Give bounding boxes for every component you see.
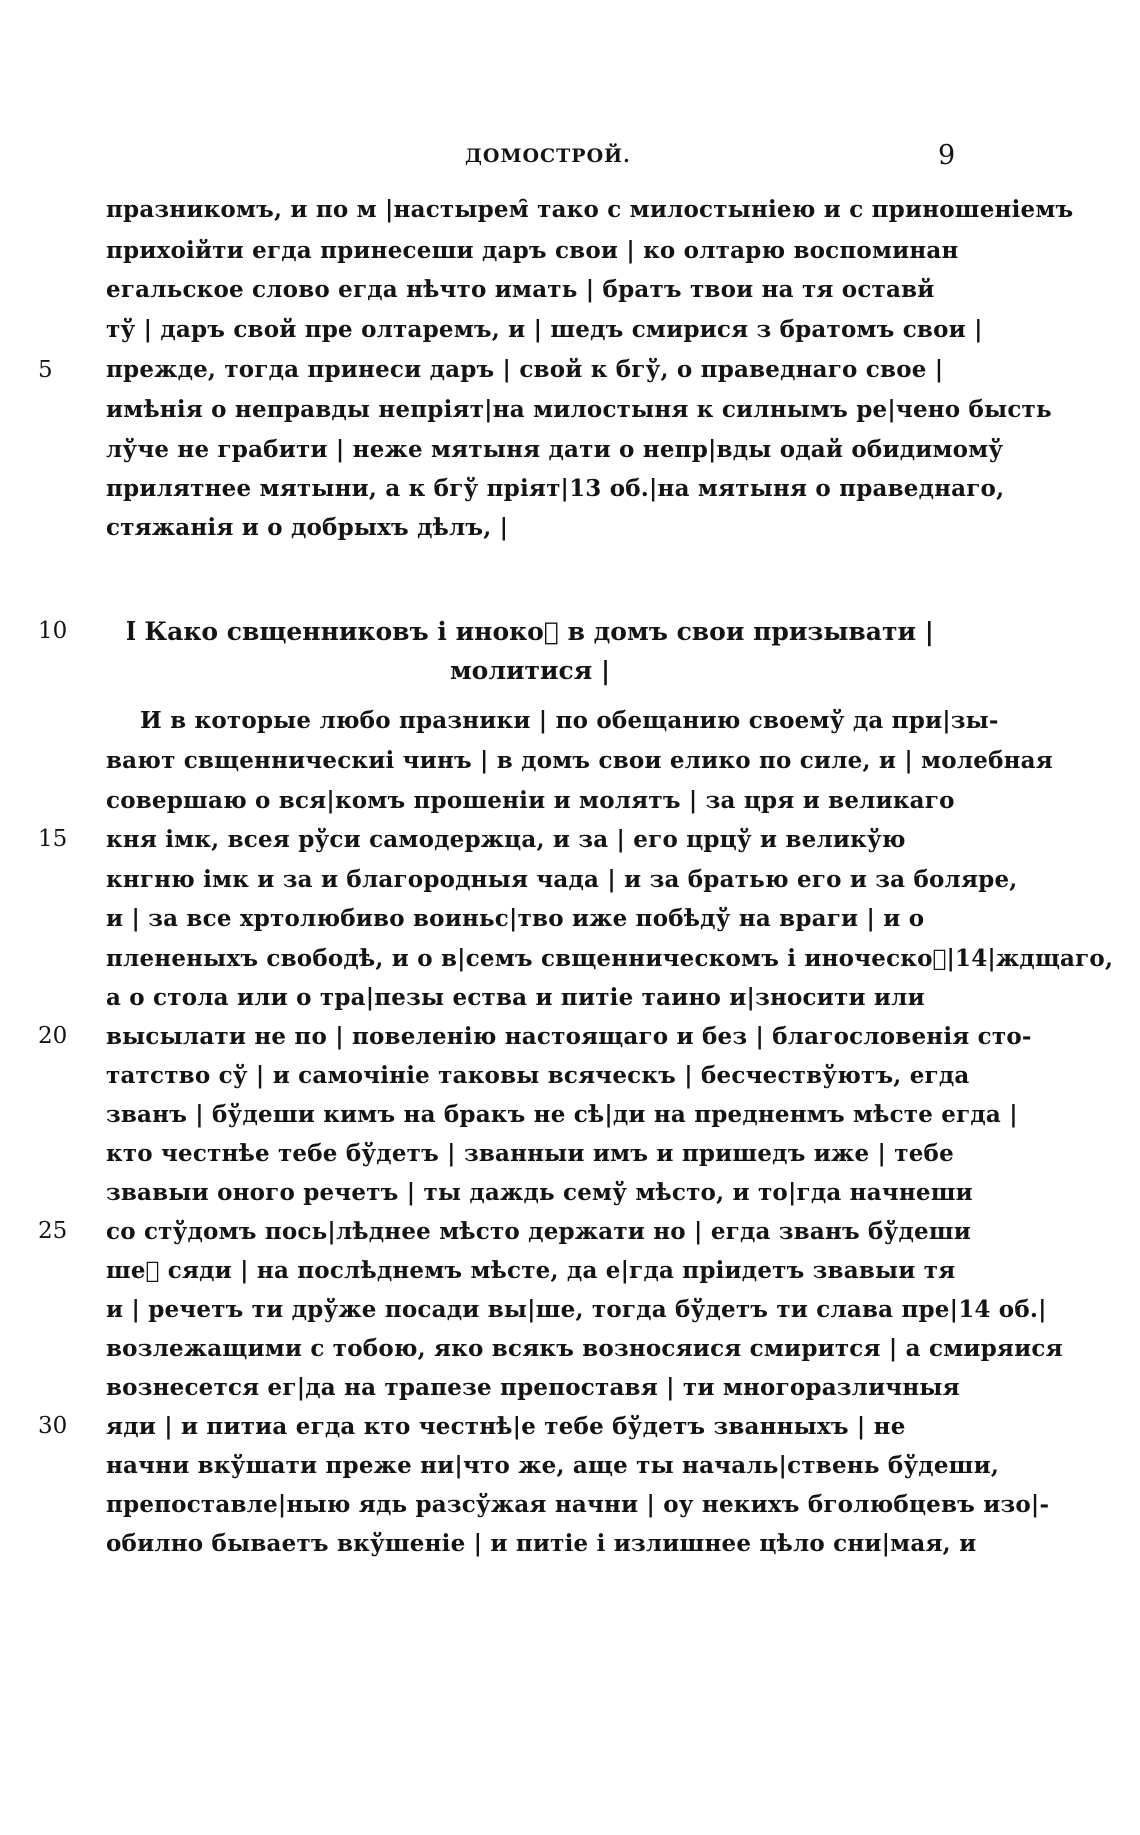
text-line: начни вкўшати преже ни|что же, аще ты началь|ствень бўдеши, [106,1452,1000,1479]
text-line: стяжанія и о добрыхъ дѣлъ, | [106,514,509,541]
text-line: обилно бываетъ вкўшеніе | и питіе і излишнее цѣло сни|мая, и [106,1530,977,1557]
text-line: прихоійти егда принесеши даръ свои | ко олтарю воспоминан [106,237,959,264]
line-number: 15 [38,826,68,852]
text-line: препоставле|ныю ядь разсўжая начни | оу некихъ бголюбцевъ изо|- [106,1491,1050,1518]
text-line: яди | и питиа егда кто честнѣ|е тебе бўдетъ званныхъ | не [106,1413,906,1440]
text-line: со стўдомъ пось|лѣднее мѣсто держати но | егда званъ бўдеши [106,1218,972,1245]
text-line: прилятнее мятыни, а к бгў пріят|13 об.|на мятыня о праведнаго, [106,475,1005,502]
text-line: кто честнѣе тебе бўдетъ | званныи имъ и пришедъ иже | тебе [106,1140,954,1167]
text-line: и | речетъ ти дрўже посади вы|ше, тогда бўдетъ ти слава пре|14 об.| [106,1296,1047,1323]
text-line: кнгню імк и за и благородныя чада | и за братью его и за боляре, [106,866,1018,893]
chapter-heading-line-1: ӏ Како свщенниковъ і инокоⷡ в домъ свои призывати | [126,617,934,646]
line-number: 30 [38,1413,68,1439]
text-line: татство сў | и самочініе таковы всяческъ | бесчествўютъ, егда [106,1062,970,1089]
text-line: вают свщенническиі чинъ | в домъ свои елико по силе, и | молебная [106,747,1053,774]
text-line: плененыхъ свободѣ, и о в|семъ свщенническомъ і иноческоⷨ|14|ждщаго, [106,945,1114,972]
text-line: вознесется ег|да на трапезе препоставя | ти многоразличныя [106,1374,960,1401]
text-line: имѣнія о неправды непріят|на милостыня к силнымъ ре|чено бысть [106,396,1052,423]
page-number: 9 [938,140,956,171]
line-number: 25 [38,1218,68,1244]
chapter-heading-line-2: молитися | [449,656,611,685]
text-line: званъ | бўдеши кимъ на бракъ не сѣ|ди на предненмъ мѣсте егда | [106,1101,1018,1128]
text-line: празникомъ, и по м |настырем̑ тако с милостыніею и с приношеніемъ [106,196,1074,223]
text-line: возлежащими с тобою, яко всякъ возносяися смирится | а смиряися [106,1335,1063,1362]
text-line: кня імк, всея рўси самодержца, и за | его црцў и великўю [106,826,906,853]
text-line: И в которые любо празники | по обещанию своемў да при|зы- [140,707,999,734]
text-line: егальское слово егда нѣчто имать | братъ твои на тя оставй [106,276,935,303]
text-line: высылати не по | повеленію настоящаго и без | благословенія сто- [106,1023,1032,1050]
text-line: прежде, тогда принеси даръ | свой к бгў, о праведнаго свое | [106,356,944,383]
line-number: 5 [38,357,53,383]
line-number: 20 [38,1023,68,1049]
text-line: лўче не грабити | неже мятыня дати о непр|вды одай обидимомў [106,436,1004,463]
text-line: шеⷣ сяди | на послѣднемъ мѣсте, да е|гда пріидетъ звавыи тя [106,1257,956,1284]
running-head: ДОМОСТРОЙ. [465,145,631,167]
line-number: 10 [38,618,68,644]
text-line: тў | даръ свой пре олтаремъ, и | шедъ смирися з братомъ свои | [106,316,983,343]
text-line: совершаю о вся|комъ прошеніи и молятъ | за цря и великаго [106,787,955,814]
text-line: звавыи оного речетъ | ты даждь семў мѣсто, и то|гда начнеши [106,1179,973,1206]
text-line: и | за все хртолюбиво воиньс|тво иже побѣдў на враги | и о [106,905,925,932]
text-line: а о стола или о тра|пезы ества и питіе таино и|зносити или [106,984,925,1011]
